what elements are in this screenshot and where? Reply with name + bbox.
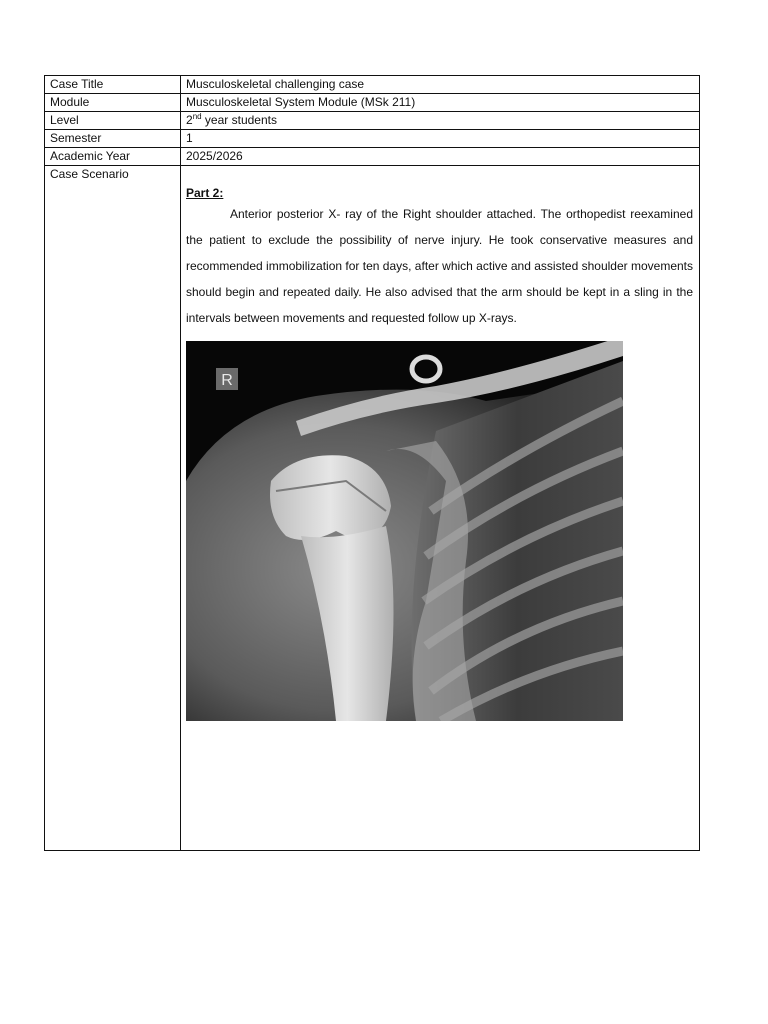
row-academic-year [45,148,700,166]
case-info-table [44,75,700,851]
label-case-title: Case Title [45,76,181,94]
value-module: Musculoskeletal System Module (MSk 211) [181,94,700,112]
value-case-title: Musculoskeletal challenging case [181,76,700,94]
scenario-paragraph: Anterior posterior X- ray of the Right shoulder attached. The orthopedist reexamined the patient to exclude the possibility of nerve injury. He took conservative measures and recommended immobilization for ten days, after which active and assisted shoulder movements should begin and repeated daily. He also advised that the arm should be kept in a sling in the intervals between movements and requested follow up X-rays. [186,207,693,325]
value-academic-year: 2025/2026 [181,148,700,166]
row-semester [45,130,700,148]
row-level [45,112,700,130]
label-academic-year: Academic Year [45,148,181,166]
value-semester: 1 [181,130,700,148]
label-module: Module [45,94,181,112]
part-heading: Part 2: [186,186,224,200]
label-case-scenario: Case Scenario [45,166,181,851]
row-case-scenario [45,166,700,851]
level-number: 2 [186,113,193,127]
value-level [181,112,700,130]
shoulder-xray-image [186,341,623,721]
level-ordinal-suffix: nd [192,112,202,121]
xray-side-marker: R [221,372,233,389]
label-semester: Semester [45,130,181,148]
case-scenario-content [181,166,700,851]
row-case-title [45,76,700,94]
row-module [45,94,700,112]
level-text: year students [201,113,277,127]
label-level: Level [45,112,181,130]
